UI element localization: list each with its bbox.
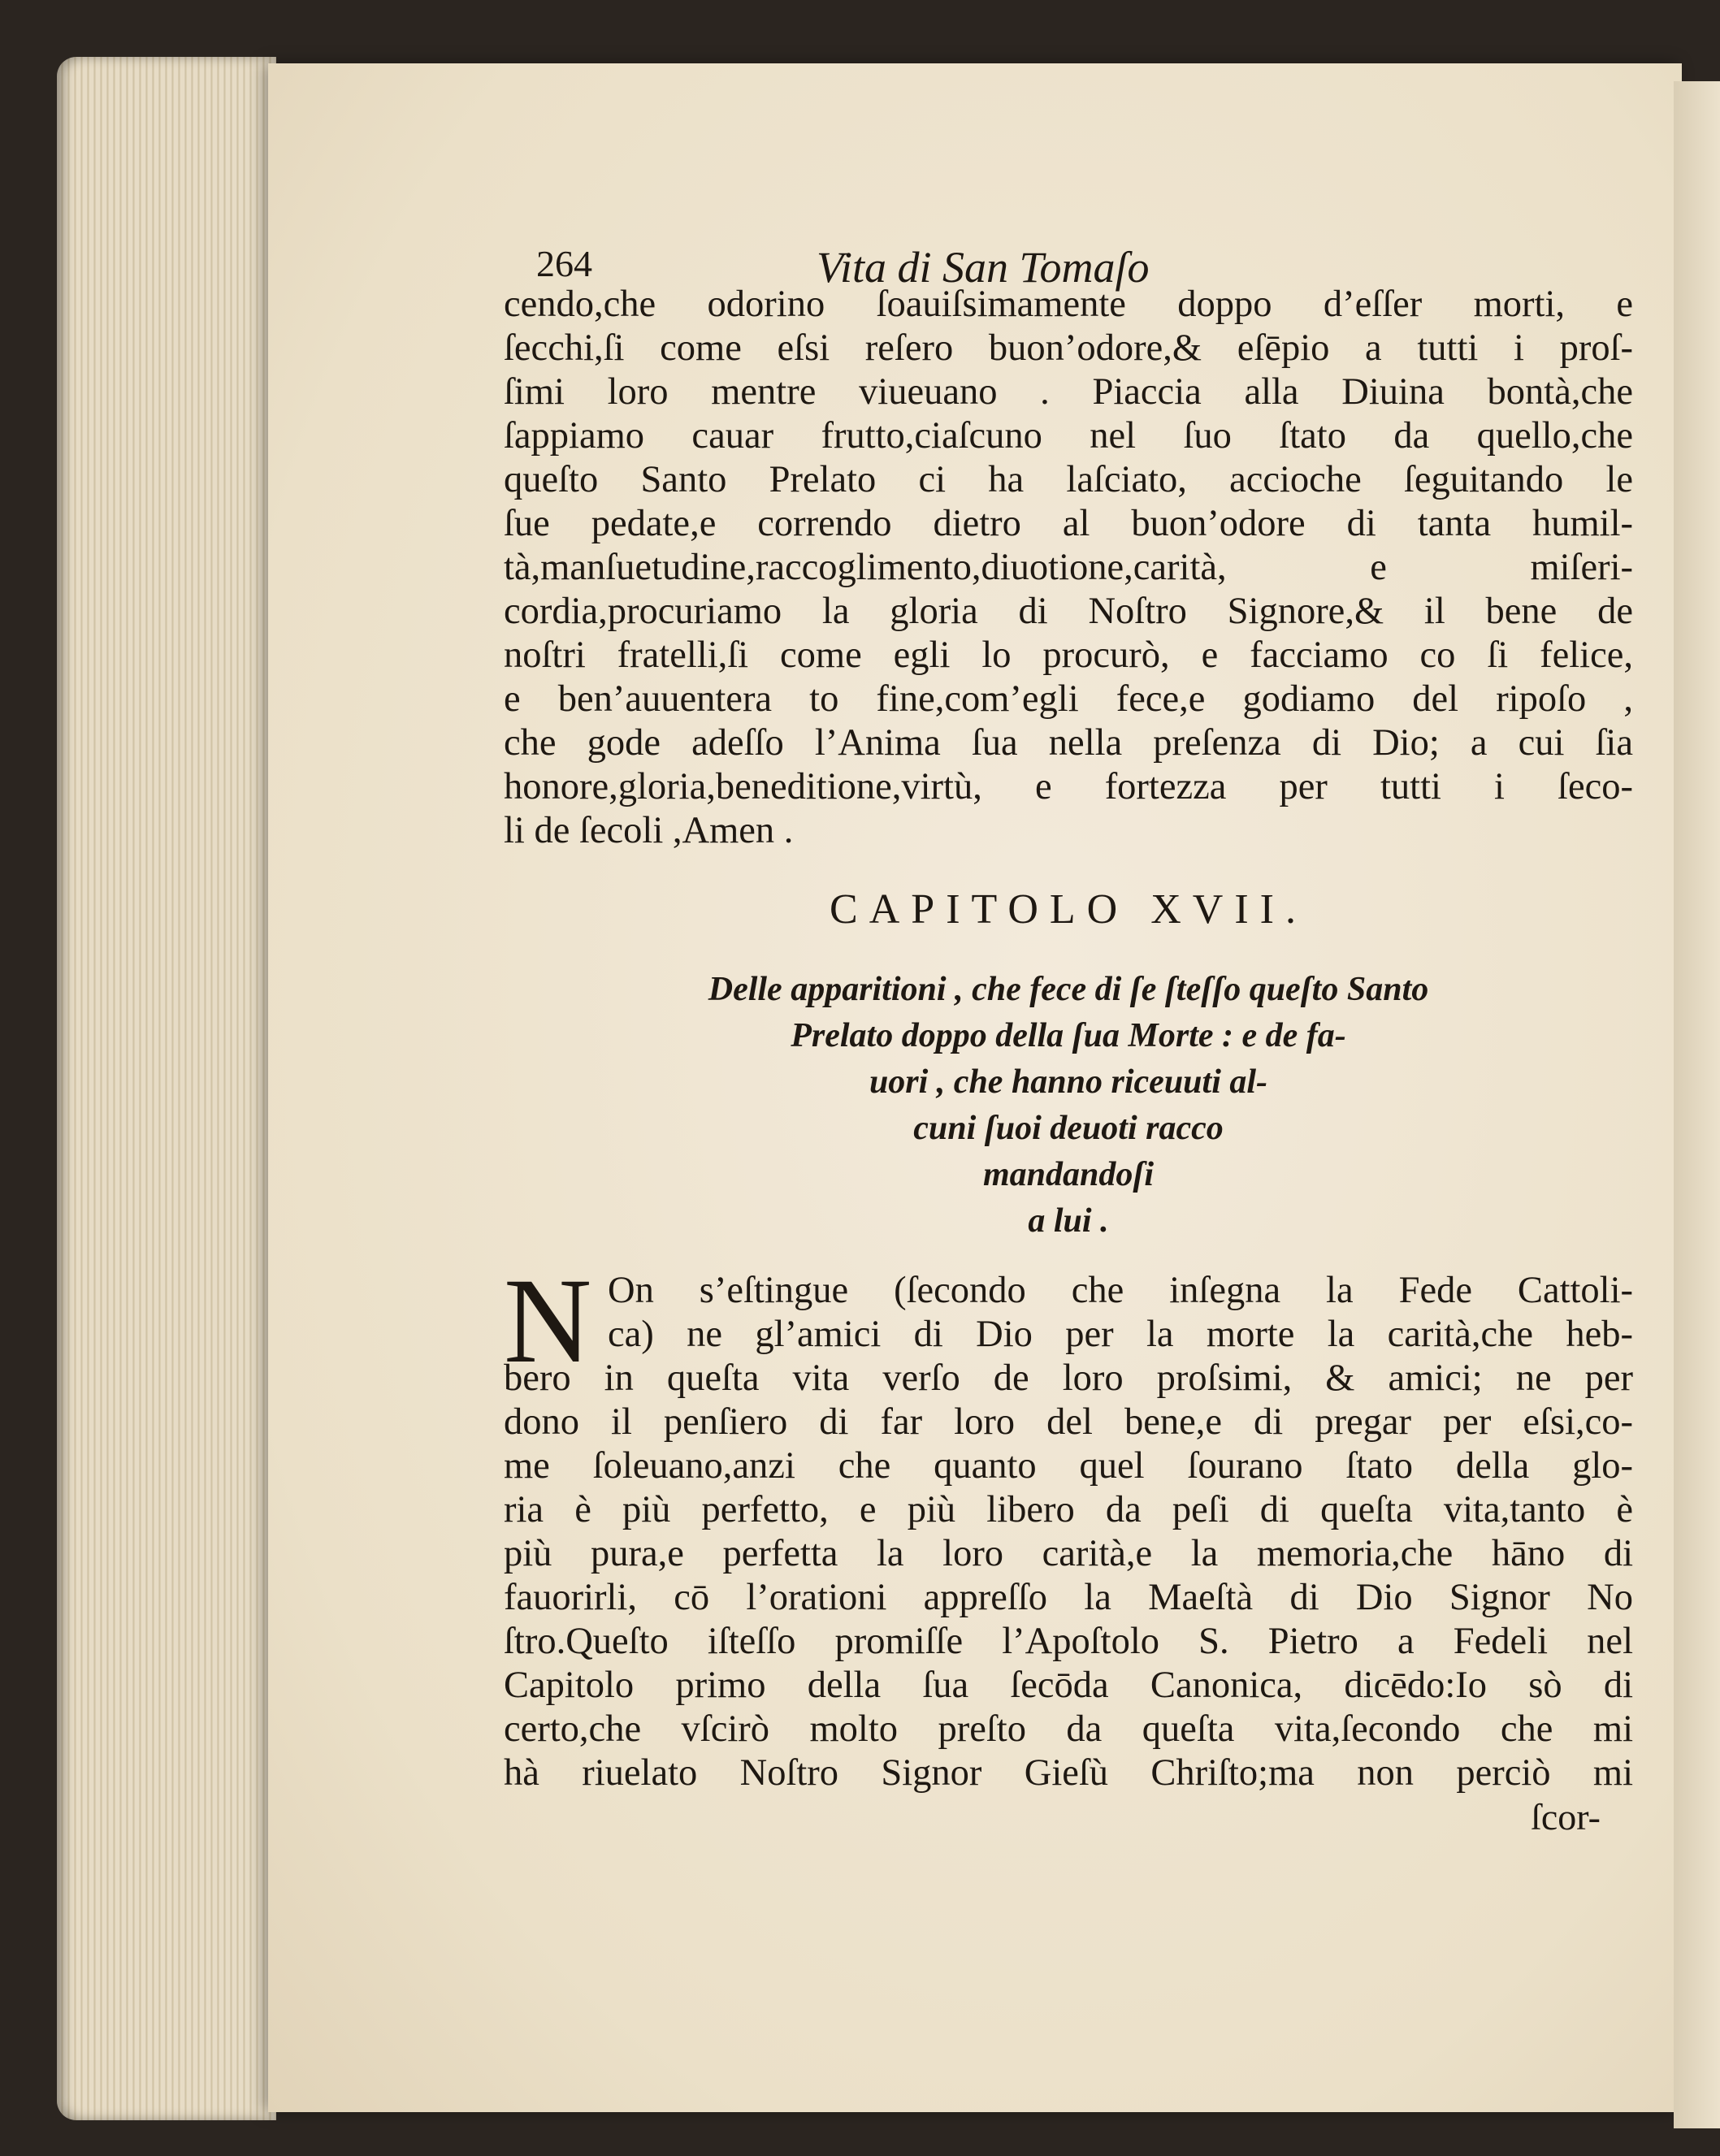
text-line: ſappiamo cauar frutto,ciaſcuno nel ſuo ſtato da quello,che: [504, 415, 1633, 457]
text-line: e ben’auuentera to fine,com’egli fece,e godiamo del ripoſo ,: [504, 678, 1633, 720]
catchword: ſcor-: [1531, 1796, 1601, 1838]
text-line: bero in queſta vita verſo de loro proſsimi, & amici; ne per: [504, 1357, 1633, 1399]
text-line: certo,che vſcirò molto preſto da queſta vita,ſecondo che mi: [504, 1708, 1633, 1750]
summary-line: a lui .: [1028, 1202, 1109, 1240]
text-line: Capitolo primo della ſua ſecōda Canonica, dicēdo:Io sò di: [504, 1665, 1633, 1706]
text-line: li de ſecoli ,Amen .: [504, 810, 794, 851]
text-line: ſtro.Queſto iſteſſo promiſſe l’Apoſtolo S. Pietro a Fedeli nel: [504, 1621, 1633, 1662]
text-line: me ſoleuano,anzi che quanto quel ſourano ſtato della glo-: [504, 1445, 1633, 1487]
summary-line: Delle apparitioni , che fece di ſe ſteſſo queſto Santo: [708, 971, 1429, 1008]
text-line: ſecchi,ſi come eſsi reſero buon’odore,& eſēpio a tutti i proſ-: [504, 327, 1633, 369]
summary-line: uori , che hanno riceuuti al-: [869, 1063, 1268, 1101]
text-line: dono il penſiero di far loro del bene,e di pregar per eſsi,co-: [504, 1401, 1633, 1443]
summary-line: mandandoſi: [982, 1156, 1155, 1193]
text-line: ſue pedate,e correndo dietro al buon’odore di tanta humil-: [504, 503, 1633, 544]
next-page-edge: [1674, 81, 1720, 2128]
summary-line: cuni ſuoi deuoti racco: [913, 1110, 1224, 1147]
paragraph-2-block: [504, 1253, 1633, 1795]
chapter-summary: [504, 967, 1633, 1245]
book-page: [268, 63, 1682, 2112]
text-line: cendo,che odorino ſoauiſsimamente doppo d’eſſer morti, e: [504, 284, 1633, 325]
running-title: Vita di San Tomaſo: [817, 243, 1150, 292]
page-number: 264: [536, 243, 592, 284]
text-line: ria è più perfetto, e più libero da peſi di queſta vita,tanto è: [504, 1489, 1633, 1530]
running-head: [504, 210, 1633, 292]
text-line: ſimi loro mentre viueuano . Piaccia alla Diuina bontà,che: [504, 371, 1633, 413]
text-line: tà,manſuetudine,raccoglimento,diuotione,carità, e miſeri-: [504, 547, 1633, 588]
text-line: ca) ne gl’amici di Dio per la morte la carità,che heb-: [608, 1314, 1633, 1355]
text-line: hà riuelato Noſtro Signor Gieſù Chriſto;ma non perciò mi: [504, 1752, 1633, 1794]
drop-cap: N: [504, 1253, 592, 1388]
page-edges: [57, 57, 276, 2120]
text-line: cordia,procuriamo la gloria di Noſtro Signore,& il bene de: [504, 591, 1633, 632]
text-line: queſto Santo Prelato ci ha laſciato, accioche ſeguitando le: [504, 459, 1633, 500]
text-line: On s’eſtingue (ſecondo che inſegna la Fede Cattoli-: [608, 1270, 1633, 1311]
chapter-heading: CAPITOLO XVII.: [830, 886, 1307, 933]
text-line: che gode adeſſo l’Anima ſua nella preſenza di Dio; a cui ſia: [504, 722, 1633, 764]
text-line: fauorirli, cō l’orationi appreſſo la Maeſtà di Dio Signor No: [504, 1577, 1633, 1618]
summary-line: Prelato doppo della ſua Morte : e de fa-: [791, 1017, 1346, 1054]
text-block: [504, 210, 1633, 1839]
paragraph-2: [504, 1253, 1633, 1795]
text-line: noſtri fratelli,ſi come egli lo procurò, e facciamo co ſi felice,: [504, 634, 1633, 676]
paragraph-1: [504, 283, 1633, 853]
text-line: honore,gloria,beneditione,virtù, e fortezza per tutti i ſeco-: [504, 766, 1633, 807]
text-line: più pura,e perfetta la loro carità,e la memoria,che hāno di: [504, 1533, 1633, 1574]
